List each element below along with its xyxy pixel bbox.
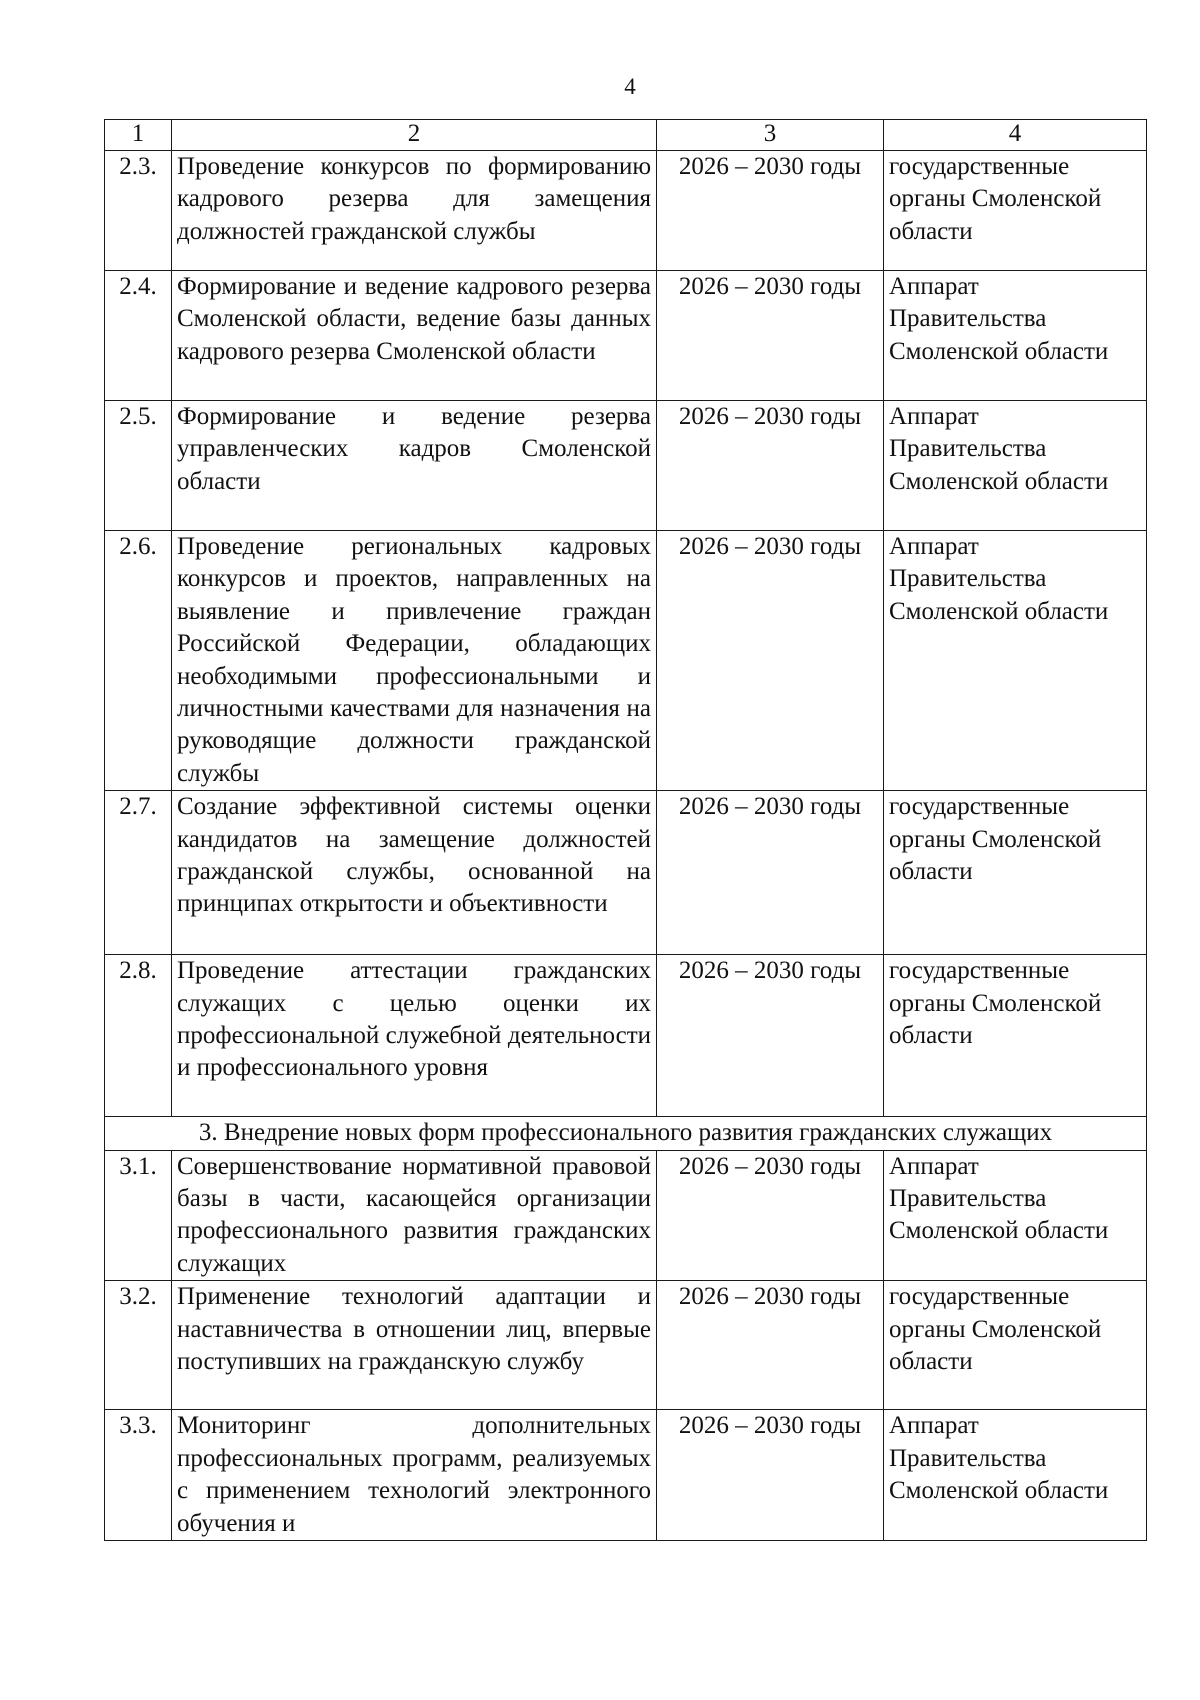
section-3-title: 3. Внедрение новых форм профессионального развития гражданских служащих — [105, 1117, 1147, 1150]
row-activity: Применение технологий адаптации и наставничества в отношении лиц, впервые поступивших на гражданскую службу — [172, 1281, 657, 1410]
row-responsible: государственные органы Смоленской области — [884, 791, 1147, 955]
row-term: 2026 – 2030 годы — [657, 1281, 884, 1410]
section-heading-row — [105, 1117, 1147, 1150]
row-responsible: государственные органы Смоленской области — [884, 955, 1147, 1117]
column-header-number: 1 — [105, 120, 172, 151]
row-responsible: Аппарат Правительства Смоленской области — [884, 1150, 1147, 1281]
table-row — [105, 955, 1147, 1117]
row-number: 3.3. — [105, 1410, 172, 1541]
row-responsible: Аппарат Правительства Смоленской области — [884, 531, 1147, 791]
table-row — [105, 1281, 1147, 1410]
row-activity: Проведение конкурсов по формированию кадрового резерва для замещения должностей гражданской службы — [172, 151, 657, 271]
row-activity: Формирование и ведение резерва управленческих кадров Смоленской области — [172, 401, 657, 531]
row-number: 2.7. — [105, 791, 172, 955]
row-number: 2.3. — [105, 151, 172, 271]
row-activity: Формирование и ведение кадрового резерва Смоленской области, ведение базы данных кадрового резерва Смоленской области — [172, 271, 657, 401]
row-activity: Совершенствование нормативной правовой базы в части, касающейся организации профессионального развития гражданских служащих — [172, 1150, 657, 1281]
row-activity: Создание эффективной системы оценки кандидатов на замещение должностей гражданской службы, основанной на принципах открытости и объективности — [172, 791, 657, 955]
column-header-activity: 2 — [172, 120, 657, 151]
row-responsible: Аппарат Правительства Смоленской области — [884, 271, 1147, 401]
table-header-row — [105, 120, 1147, 151]
row-number: 2.8. — [105, 955, 172, 1117]
table-row — [105, 271, 1147, 401]
row-responsible: государственные органы Смоленской области — [884, 151, 1147, 271]
row-term: 2026 – 2030 годы — [657, 955, 884, 1117]
table-row — [105, 1150, 1147, 1281]
table-row — [105, 531, 1147, 791]
row-term: 2026 – 2030 годы — [657, 151, 884, 271]
row-activity: Проведение аттестации гражданских служащих с целью оценки их профессиональной служебной деятельности и профессионального уровня — [172, 955, 657, 1117]
row-term: 2026 – 2030 годы — [657, 271, 884, 401]
row-activity: Проведение региональных кадровых конкурсов и проектов, направленных на выявление и привлечение граждан Российской Федерации, обладающих необходимыми профессиональными и личностными качествами для назначения на руководящие должности гражданской службы — [172, 531, 657, 791]
row-responsible: Аппарат Правительства Смоленской области — [884, 1410, 1147, 1541]
row-term: 2026 – 2030 годы — [657, 531, 884, 791]
table-row — [105, 401, 1147, 531]
table-row — [105, 151, 1147, 271]
row-activity: Мониторинг дополнительных профессиональных программ, реализуемых с применением технологий электронного обучения и — [172, 1410, 657, 1541]
row-responsible: государственные органы Смоленской области — [884, 1281, 1147, 1410]
table-row — [105, 791, 1147, 955]
row-number: 2.6. — [105, 531, 172, 791]
row-number: 2.5. — [105, 401, 172, 531]
row-number: 2.4. — [105, 271, 172, 401]
row-term: 2026 – 2030 годы — [657, 791, 884, 955]
table-row — [105, 1410, 1147, 1541]
page-number: 4 — [624, 74, 636, 99]
row-term: 2026 – 2030 годы — [657, 1150, 884, 1281]
row-term: 2026 – 2030 годы — [657, 401, 884, 531]
row-responsible: Аппарат Правительства Смоленской области — [884, 401, 1147, 531]
row-number: 3.1. — [105, 1150, 172, 1281]
row-term: 2026 – 2030 годы — [657, 1410, 884, 1541]
row-number: 3.2. — [105, 1281, 172, 1410]
measures-table — [104, 119, 1147, 1541]
column-header-responsible: 4 — [884, 120, 1147, 151]
column-header-term: 3 — [657, 120, 884, 151]
